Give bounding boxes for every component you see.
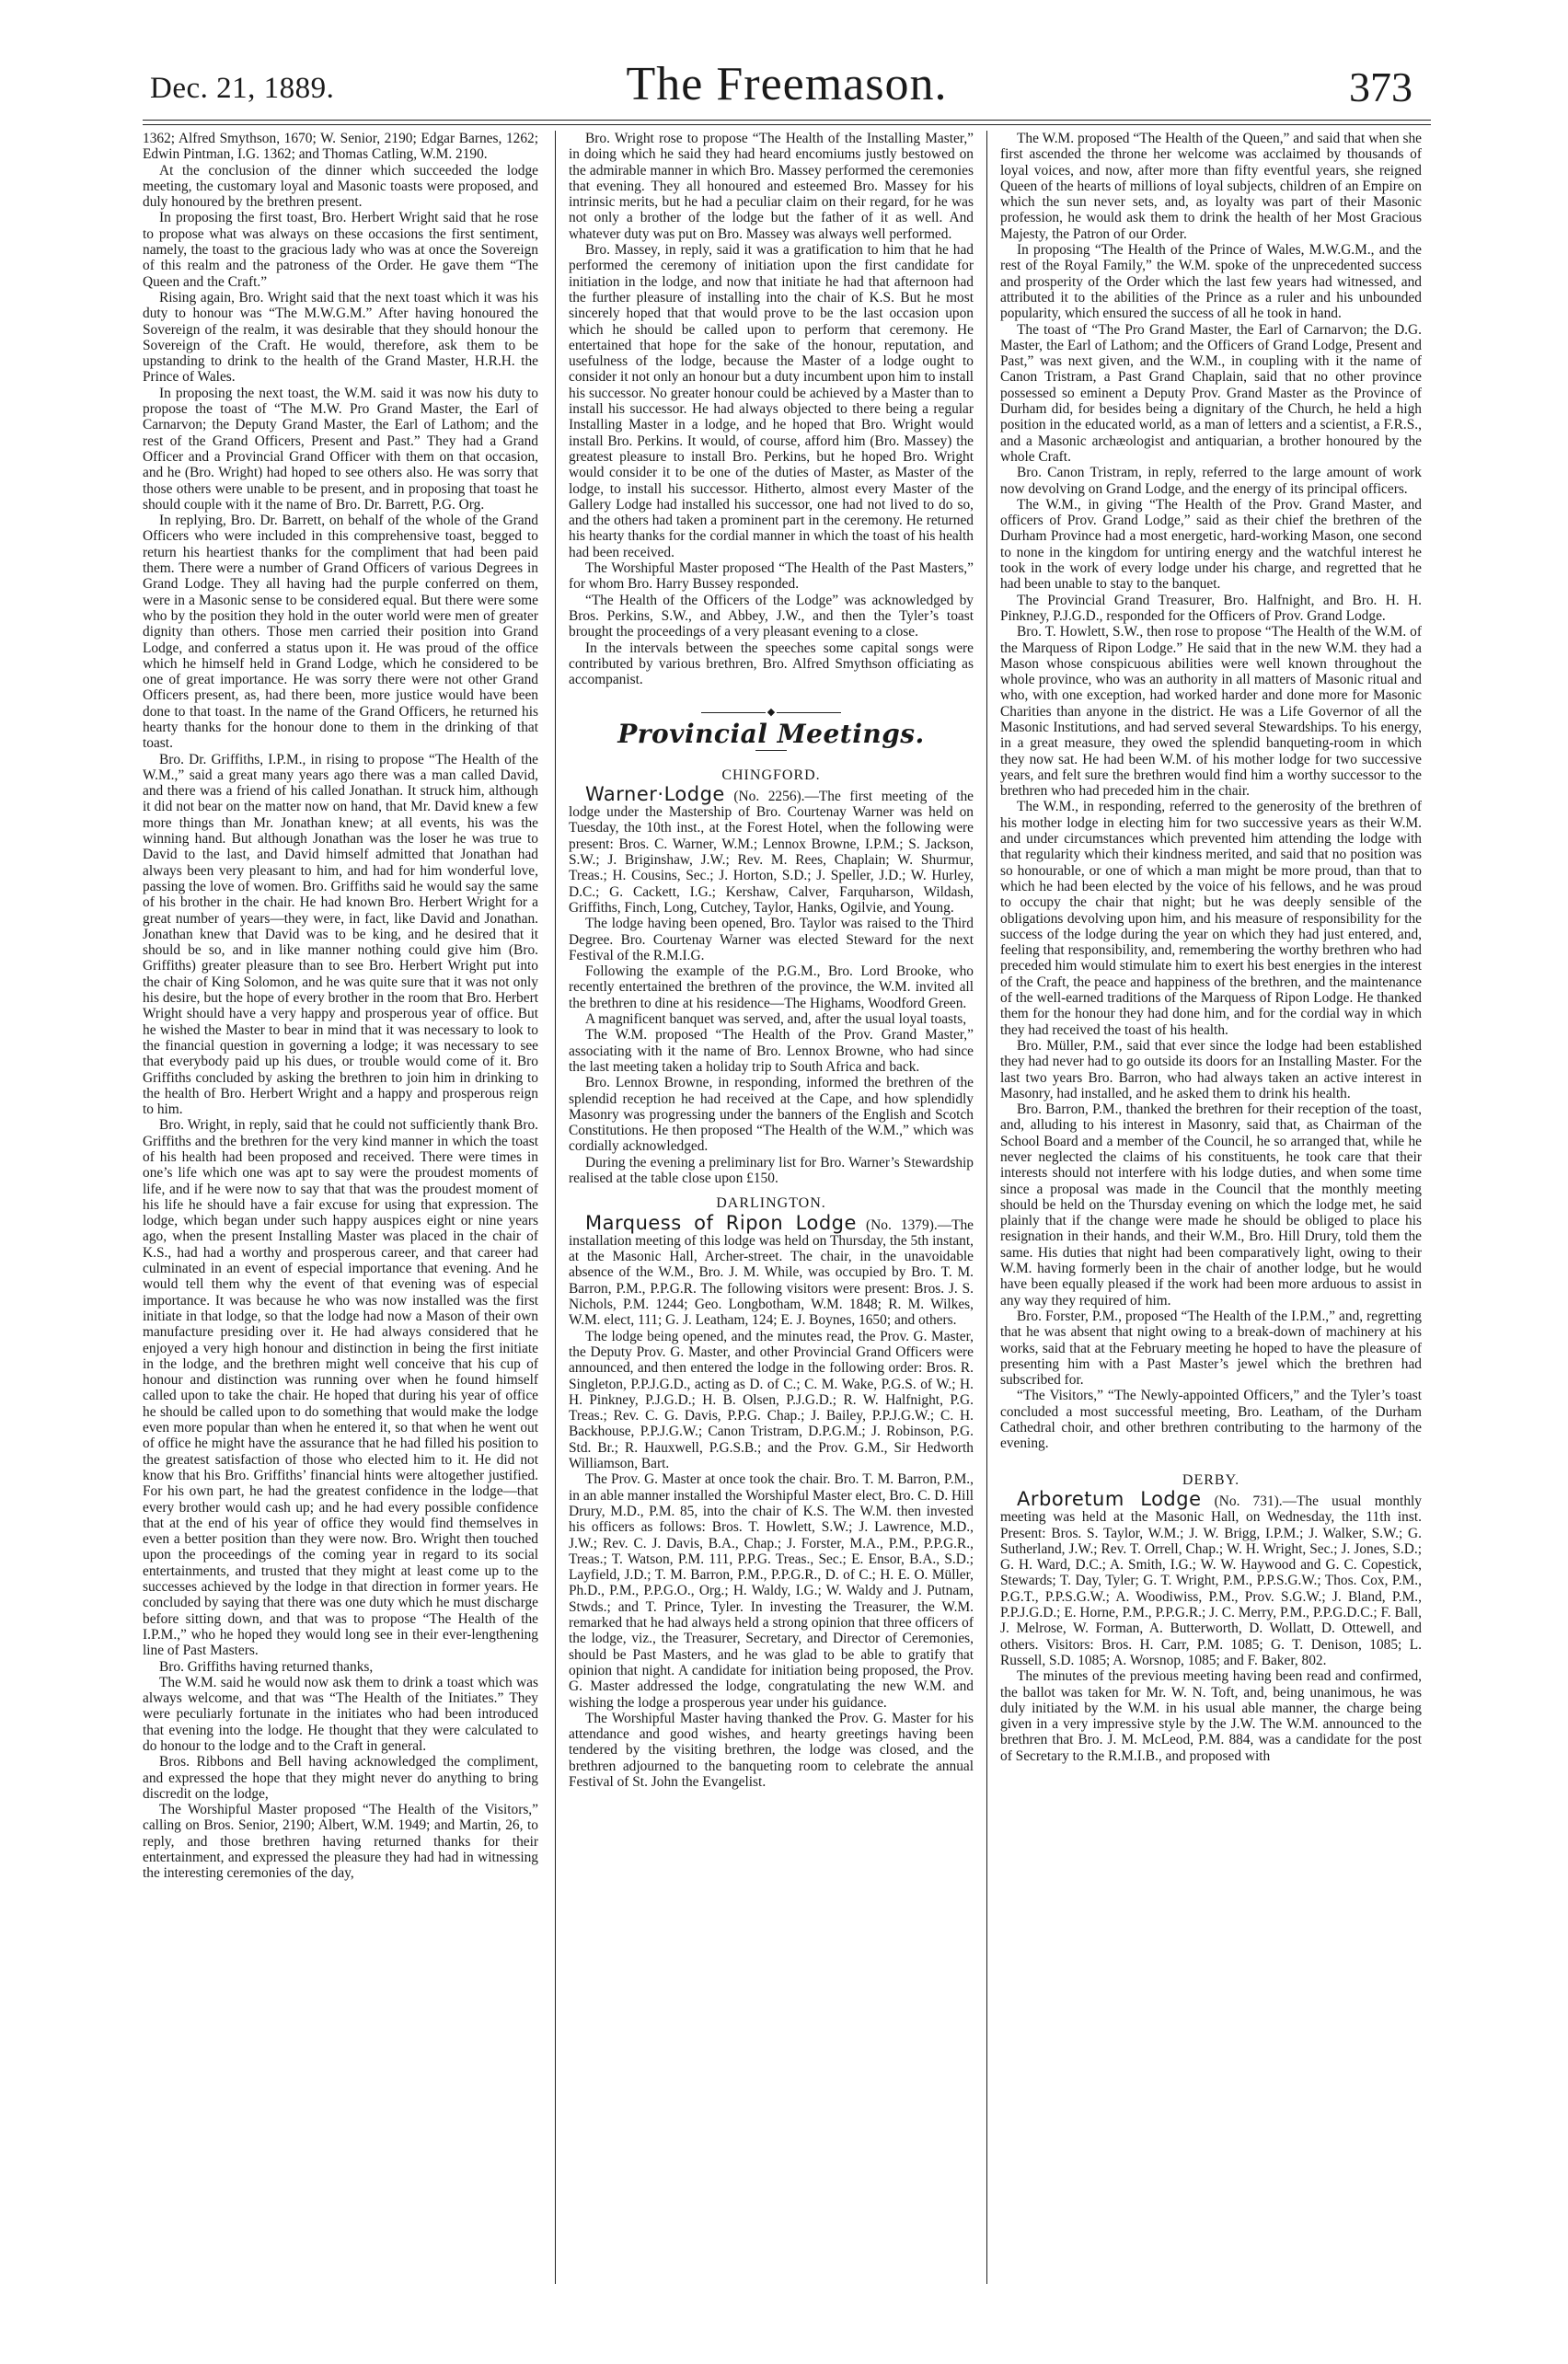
- paragraph: The Worshipful Master proposed “The Health of the Past Masters,” for whom Bro. Harry Bussey responded.: [569, 560, 974, 593]
- issue-date: Dec. 21, 1889.: [150, 72, 335, 105]
- paragraph: Bro. Canon Tristram, in reply, referred to the large amount of work now devolving on Grand Lodge, and the energy of its principal officers.: [1000, 465, 1422, 497]
- lodge-lead-text: (No. 2256).—The first meeting of the lodge under the Mastership of Bro. Courtenay Warner was held on Tuesday, the 10th inst., at the Forest Hotel, when the following were present: Bros. C. Warner, W.M.; Lennox Browne, I.P.M.; S. Jackson, S.W.; J. Briginshaw, J.W.; Rev. M. Rees, Chaplain; W. Shurmur, Treas.; H. Cousins, Sec.; J. Horton, S.D.; J. Speller, J.D.; W. Hurley, D.C.; G. Cackett, I.G.; Kershaw, Calver, Farquharson, Wildash, Griffiths, Finch, Long, Cutchey, Taylor, Hanks, Ogilvie, and Young.: [569, 788, 974, 916]
- paragraph: The W.M. said he would now ask them to drink a toast which was always welcome, and that was “The Health of the Initiates.” They were peculiarly fortunate in the initiates who had been introduced that evening into the lodge. He thought that they were calculated to do honour to the lodge and to the Craft in general.: [143, 1674, 538, 1754]
- divider-line: [701, 712, 766, 713]
- paragraph: Bro. T. Howlett, S.W., then rose to propose “The Health of the W.M. of the Marquess of Ripon Lodge.” He said that in the new W.M. they had a Mason whose conspicuous abilities were well known throughout the whole province, who was an authority in all matters of Masonic ritual and who, with one exception, had worked harder and done more for Masonic Charities than anyone in the district. He was a Life Governor of all the Masonic Institutions, and had served several Stewardships. To his energy, in a great measure, they owed the splendid banqueting-room in which they now sat. He had been W.M. of his mother lodge for two successive years, and felt sure the brethren would find him a worthy successor to the brethren who had preceded him in the chair.: [1000, 624, 1422, 800]
- paragraph: The Prov. G. Master at once took the chair. Bro. T. M. Barron, P.M., in an able manner installed the Worshipful Master elect, Bro. C. D. Hill Drury, M.D., P.M. 85, into the chair of K.S. The W.M. then invested his officers as follows: Bros. T. Howlett, S.W.; J. Lawrence, M.D., J.W.; Rev. C. J. Davis, B.A., Chap.; J. Forster, M.A., P.M., P.P.G.R., Treas.; T. Watson, P.M. 111, P.P.G. Treas., Sec.; E. Ensor, B.A., S.D.; Layfield, J.D.; T. M. Barron, P.M., P.P.G.R., D. of C.; H. E. O. Müller, Ph.D., P.M., P.P.G.O., Org.; H. Waldy, I.G.; W. Waldy and J. Putnam, Stwds.; and T. Prince, Tyler. In investing the Treasurer, the W.M. remarked that he had always held a strong opinion that three officers of the lodge, viz., the Treasurer, Secretary, and Director of Ceremonies, should be Past Masters, and he was glad to be able to gratify that opinion that night. A candidate for initiation being proposed, the Prov. G. Master addressed the lodge, congratulating the new W.M. and wishing the lodge a prosperous year under his guidance.: [569, 1471, 974, 1711]
- paragraph: Bro. Wright, in reply, said that he could not sufficiently thank Bro. Griffiths and the brethren for the very kind manner in which the toast of his health had been proposed and received. There were times in one’s life which one was apt to say were the proudest moments of life, and if he were now to say that that was the proudest moment of his life he should have a fair excuse for using that expression. The lodge, which began under such happy auspices eight or nine years ago, when the present Installing Master was placed in the chair of K.S., had had a worthy and prosperous career, and that career had culminated in an event of especial importance that evening. And he would tell them why the event of that evening was of especial importance. It was because he who was now installed was the first initiate in that lodge, so that the lodge had now a Mason of their own manufacture presiding over it. He had always considered that he enjoyed a very high honour and distinction in being the first initiate in the lodge, and the brethren might well conceive that his cup of honour and distinction was running over when he found himself called upon to take the chair. He hoped that during his year of office he should be called upon to do something that would make the lodge even more popular than when he entered it, so that when he went out of office he might have the assurance that he had filled his position to the greatest satisfaction of those who elected him to it. He did not know that his Bro. Griffiths’ financial hints were altogether justified. For his own part, he had the greatest confidence in the lodge—that every brother would cash up; and he had every possible confidence that at the end of his year of office they would find themselves in even a better position than they were now. Bro. Wright then touched upon the proceedings of the coming year in regard to its social entertainments, and trusted that they might at least come up to the successes achieved by the lodge in that direction in former years. He concluded by saying that there was one duty which he must discharge before sitting down, and that was to propose “The Health of the I.P.M.,” who he hoped they would long see in their ever-lengthening line of Past Masters.: [143, 1117, 538, 1659]
- paragraph: At the conclusion of the dinner which succeeded the lodge meeting, the customary loyal and Masonic toasts were proposed, and duly honoured by the brethren present.: [143, 162, 538, 211]
- column-1: [143, 131, 555, 2284]
- article-columns: [143, 131, 1431, 2284]
- paragraph: “The Visitors,” “The Newly-appointed Officers,” and the Tyler’s toast concluded a most successful meeting, Bro. Leatham, of the Durham Cathedral choir, and other brethren contributing to the harmony of the evening.: [1000, 1388, 1422, 1452]
- paragraph: Bro. Wright rose to propose “The Health of the Installing Master,” in doing which he said they had heard encomiums justly bestowed on the admirable manner in which Bro. Massey performed the ceremonies that evening. They all honoured and esteemed Bro. Massey for his intrinsic merits, but he had a peculiar claim on their regard, for he was not only a brother of the lodge but the father of it as well. And whatever duty was put on Bro. Massey was always well performed.: [569, 131, 974, 242]
- paragraph: In proposing the first toast, Bro. Herbert Wright said that he rose to propose what was always on these occasions the first sentiment, namely, the toast to the gracious lady who was at once the Sovereign of this realm and the patroness of the Order. He gave them “The Queen and the Craft.”: [143, 210, 538, 290]
- paragraph: The lodge being opened, and the minutes read, the Prov. G. Master, the Deputy Prov. G. Master, and other Provincial Grand Officers were announced, and then entered the lodge in the following order: Bros. R. Singleton, P.P.J.G.D., acting as D. of C.; C. M. Wake, P.G.S. of W.; H. H. Pinkney, P.J.G.D.; H. B. Olsen, P.J.G.D.; R. W. Halfnight, P.G. Treas.; Rev. C. G. Davis, P.P.G. Chap.; J. Bailey, P.P.J.G.W.; C. H. Backhouse, P.P.J.G.W.; Canon Tristram, D.P.G.M.; J. Robinson, P.G. Std. Br.; R. Hauxwell, P.G.S.B.; and the Prov. G.M., Sir Hedworth Williamson, Bart.: [569, 1328, 974, 1472]
- paragraph: During the evening a preliminary list for Bro. Warner’s Stewardship realised at the table close upon £150.: [569, 1154, 974, 1186]
- paragraph: In replying, Bro. Dr. Barrett, on behalf of the whole of the Grand Officers who were included in this comprehensive toast, begged to return his heartiest thanks for the compliment that had been paid them. There were a number of Grand Officers of various Degrees in Grand Lodge. They all having had the purple conferred on them, were in a Masonic sense to be considered equal. But there were some who by the position they hold in the outer world were men of greater dignity than others. Those men carried their position into Grand Lodge, and conferred a status upon it. He was proud of the office which he himself held in Grand Lodge, which he considered to be one of great importance. He was sorry there were not other Grand Officers present, as, had there been, more justice would have been done to that toast. In the name of the Grand Officers, he returned his hearty thanks for the honour done to them in the drinking of that toast.: [143, 513, 538, 752]
- paragraph: In proposing the next toast, the W.M. said it was now his duty to propose the toast of “The M.W. Pro Grand Master, the Earl of Carnarvon; the Deputy Grand Master, the Earl of Lathom; and the rest of the Grand Officers, Present and Past.” They had a Grand Officer and a Provincial Grand Officer with them on that occasion, and he (Bro. Wright) had hoped to see others also. He was sorry that those others were unable to be present, and in proposing that toast he should couple with it the name of Bro. Dr. Barrett, P.G. Org.: [143, 385, 538, 513]
- paragraph: The minutes of the previous meeting having been read and confirmed, the ballot was taken for Mr. W. N. Toft, and, being unanimous, he was duly initiated by the W.M. in his usual able manner, the charge being given in a very impressive style by the J.W. The W.M. announced to the brethren that Bro. J. M. McLeod, P.M. 884, was a candidate for the post of Secretary to the R.M.I.B., and proposed with: [1000, 1668, 1422, 1764]
- paragraph: “The Health of the Officers of the Lodge” was acknowledged by Bros. Perkins, S.W., and Abbey, J.W., and then the Tyler’s toast brought the proceedings of a very pleasant evening to a close.: [569, 592, 974, 640]
- lodge-name: Warner·Lodge: [585, 782, 725, 805]
- lodge-report-lead: [569, 1211, 974, 1329]
- newspaper-page: [143, 55, 1431, 1882]
- paragraph: Bro. Müller, P.M., said that ever since the lodge had been established they had never had to go outside its doors for an Installing Master. For the last two years Bro. Barron, who had always taken an active interest in Masonry, had installed, and he asked them to drink his health.: [1000, 1037, 1422, 1101]
- divider-line: [777, 712, 841, 713]
- paragraph: Bro. Dr. Griffiths, I.P.M., in rising to propose “The Health of the W.M.,” said a great many years ago there was a man called David, and there was a friend of his called Jonathan. It struck him, although it did not bear on the matter now on hand, that Mr. David knew a few more things than Mr. Jonathan knew; at all events, his was the winning hand. But although Jonathan was the loser he was true to David to the last, and David himself admitted that Jonathan had always been very pleasant to him, and had for him wonderful love, passing the love of women. Bro. Griffiths said he would say the same of his brother in the chair. He had known Bro. Herbert Wright for a great number of years—they were, in fact, like David and Jonathan. Jonathan knew that David was to be king, and he desired that it should be so, and in like manner nothing could give him (Bro. Griffiths) greater pleasure than to see Bro. Herbert Wright put into the chair of King Solomon, and he was quite sure that it was not only his desire, but the hope of every brother in the room that Bro. Herbert Wright should have a very happy and prosperous year of office. But he wished the Master to bear in mind that it was necessary to look to the financial question in governing a lodge; it was necessary to see that everybody paid up his dues, or trouble would come of it. Bro Griffiths concluded by asking the brethren to join him in drinking to the health of Bro. Herbert Wright and a happy and prosperous reign to him.: [143, 751, 538, 1118]
- paragraph: Bro. Lennox Browne, in responding, informed the brethren of the splendid reception he had received at the Cape, and how splendidly Masonry was progressing under the banners of the English and Scotch Constitutions. He then proposed “The Health of the W.M.,” which was cordially acknowledged.: [569, 1075, 974, 1155]
- paragraph: Rising again, Bro. Wright said that the next toast which it was his duty to honour was “The M.W.G.M.” After having honoured the Sovereign of the realm, it was desirable that they should honour the Sovereign of the Craft. He would, therefore, ask them to be upstanding to drink to the health of the Grand Master, H.R.H. the Prince of Wales.: [143, 289, 538, 386]
- masthead-double-rule: [143, 120, 1431, 125]
- lodge-name: Marquess of Ripon Lodge: [585, 1211, 857, 1234]
- place-heading-derby: DERBY.: [1182, 1471, 1240, 1488]
- paragraph: Following the example of the P.G.M., Bro. Lord Brooke, who recently entertained the brethren of the province, the W.M. invited all the brethren to dine at his residence—The Highams, Woodford Green.: [569, 963, 974, 1011]
- paragraph: The W.M. proposed “The Health of the Queen,” and said that when she first ascended the throne her welcome was acclaimed by thousands of loyal voices, and now, after more than fifty eventful years, she reigned Queen of the hearts of millions of loyal subjects, children of an Empire on which the sun never sets, and, as loyalty was part of their Masonic profession, he would ask them to drink the health of her Most Gracious Majesty, the Patron of our Order.: [1000, 131, 1422, 242]
- column-3: [987, 131, 1422, 2284]
- paragraph: Bro. Barron, P.M., thanked the brethren for their reception of the toast, and, alluding to his interest in Masonry, said that, as Chairman of the School Board and a member of the Council, he so arranged that, while he never neglected the claims of his constituents, he took care that their interests should not interfere with his lodge duties, and when some time since a proposal was made in the Council that the monthly meeting should be held on the Thursday evening on which the lodge met, he said plainly that if the change were made he should be obliged to place his resignation in their hands, and their W.M., Bro. Hill Drury, told them the same. His duties that night had been comparatively light, owing to their W.M. having formerly been in the chair of another lodge, but he would have been equally pleased if the work had been more arduous to assist in any way they required of him.: [1000, 1101, 1422, 1309]
- paragraph: A magnificent banquet was served, and, after the usual loyal toasts,: [585, 1011, 967, 1028]
- heading-rule: [755, 750, 787, 751]
- paragraph: Bro. Forster, P.M., proposed “The Health of the I.P.M.,” and, regretting that he was absent that night owing to a break-down of machinery at his works, said that at the February meeting he hoped to have the pleasure of presenting him with a Past Master’s jewel which the brethren had subscribed for.: [1000, 1308, 1422, 1389]
- paragraph: Bros. Ribbons and Bell having acknowledged the compliment, and expressed the hope that they might never do anything to bring discredit on the lodge,: [143, 1754, 538, 1802]
- lodge-name: Arboretum Lodge: [1017, 1487, 1202, 1510]
- publication-title: The Freemason.: [626, 58, 948, 110]
- paragraph: The toast of “The Pro Grand Master, the Earl of Carnarvon; the D.G. Master, the Earl of Lathom; and the Officers of Grand Lodge, Present and Past,” was next given, and the W.M., in coupling with it the name of Canon Tristram, a Past Grand Chaplain, said that no other province possessed so eminent a Deputy Prov. Grand Master as the Province of Durham did, for besides being a dignitary of the Church, he held a high position in the educated world, as a man of letters and a scientist, a F.R.S., and a Masonic archæologist and antiquarian, a brother honoured by the whole Craft.: [1000, 321, 1422, 465]
- paragraph: The W.M. proposed “The Health of the Prov. Grand Master,” associating with it the name of Bro. Lennox Browne, who had since the last meeting taken a holiday trip to South Africa and back.: [569, 1027, 974, 1075]
- paragraph: The Worshipful Master having thanked the Prov. G. Master for his attendance and good wishes, and hearty greetings having been tendered by the visiting brethren, the lodge was closed, and the brethren adjourned to the banqueting room to celebrate the annual Festival of St. John the Evangelist.: [569, 1710, 974, 1790]
- lodge-lead-text: (No. 1379).—The installation meeting of this lodge was held on Thursday, the 5th instant, at the Masonic Hall, Archer-street. The chair, in the unavoidable absence of the W.M., Bro. J. M. While, was occupied by Bro. T. M. Barron, P.M., P.P.G.R. The following visitors were present: Bros. J. S. Nichols, P.M. 1244; Geo. Longbotham, W.M. 1848; R. M. Wilkes, W.M. elect, 111; G. J. Leatham, 124; E. J. Boynes, 1650; and others.: [569, 1217, 974, 1329]
- lodge-lead-text: (No. 731).—The usual monthly meeting was held at the Masonic Hall, on Wednesday, the 11th inst. Present: Bros. S. Taylor, W.M.; J. W. Brigg, I.P.M.; J. Walker, S.W.; G. Sutherland, J.W.; Rev. T. Orrell, Chap.; W. H. Wright, Sec.; J. Jones, S.D.; G. H. Ward, D.C.; A. Smith, I.G.; W. W. Haywood and G. C. Copestick, Stewards; T. Day, Tyler; G. T. Wright, P.M., P.P.S.G.W.; Thos. Cox, P.M., P.G.T., P.P.S.G.W.; A. Woodiwiss, P.M., Prov. S.G.W.; J. Bland, P.M., P.P.J.G.D.; E. Horne, P.M., P.P.G.R.; J. C. Merry, P.M., P.P.G.D.C.; F. Ball, J. Melrose, W. Forman, A. Butterworth, D. Wollatt, D. Ottewell, and others. Visitors: Bros. H. Carr, P.M. 1085; G. T. Denison, 1085; L. Russell, S.D. 1085; A. Worsnop, 1085; and F. Baker, 802.: [1000, 1493, 1422, 1668]
- place-heading-chingford: CHINGFORD.: [721, 767, 821, 783]
- paragraph: The W.M., in giving “The Health of the Prov. Grand Master, and officers of Prov. Grand Lodge,” said as their chief the brethren of the Durham Province had a most energetic, hard-working Mason, one second to none in the kingdom for untiring energy and the watchful interest he took in the work of every lodge under his charge, and regretted that he had been unable to stay to the banquet.: [1000, 496, 1422, 593]
- lodge-report-lead: [569, 782, 974, 916]
- page-number: 373: [1349, 63, 1412, 110]
- paragraph: 1362; Alfred Smythson, 1670; W. Senior, 2190; Edgar Barnes, 1262; Edwin Pintman, I.G. 1362; and Thomas Catling, W.M. 2190.: [143, 131, 538, 163]
- paragraph: Bro. Griffiths having returned thanks,: [159, 1658, 374, 1675]
- place-heading-darlington: DARLINGTON.: [716, 1195, 826, 1212]
- column-2: [555, 131, 987, 2284]
- section-heading: Provincial Meetings.: [617, 719, 925, 750]
- paragraph: The Worshipful Master proposed “The Health of the Visitors,” calling on Bros. Senior, 2190; Albert, W.M. 1949; and Martin, 26, to reply, and those brethren having returned thanks for their entertainment, and expressed the pleasure they had had in witnessing the interesting ceremonies of the day,: [143, 1802, 538, 1882]
- masthead: [143, 55, 1431, 116]
- paragraph: The W.M., in responding, referred to the generosity of the brethren of his mother lodge in electing him for two successive years as their W.M. and under circumstances which prevented him attending the lodge with that regularity which their kindness merited, and said that no position was so honourable, or one of which a man might be more proud, than that to which he had been elected by the voice of his fellows, and he was proud to occupy the chair that night; but he was deeply sensible of the obligations devolving upon him, and his measure of responsibility for the success of the lodge during the year on which they had just entered, and, feeling that responsibility, and, remembering the worthy brethren who had preceded him would stimulate him to exert his best energies in the interest of the Craft, the peace and happiness of the brethren, and the maintenance of the well-earned traditions of the Marquess of Ripon Lodge. He thanked them for the honour they had done him, and for the cordial way in which they had received the toast of his health.: [1000, 799, 1422, 1038]
- paragraph: In the intervals between the speeches some capital songs were contributed by various brethren, Bro. Alfred Smythson officiating as accompanist.: [569, 640, 974, 688]
- paragraph: Bro. Massey, in reply, said it was a gratification to him that he had performed the ceremony of initiation upon the first candidate for initiation in the lodge, and now that initiate he had that afternoon had the further pleasure of installing into the chair of K.S. But he most sincerely hoped that that would prove to be the last occasion upon which he should be called upon to perform that ceremony. He entertained that hope for the sake of the honour, reputation, and usefulness of the lodge, because the Master of a lodge ought to consider it not only an honour but a duty incumbent upon him to install his successor. No greater honour could be achieved by a Master than to install his successor. He had always objected to there being a regular Installing Master in a lodge, and he hoped that Bro. Wright would install Bro. Perkins. It would, of course, afford him (Bro. Massey) the greatest pleasure to install Bro. Perkins, but he hoped Bro. Wright would consider it to be one of the duties of Master, as Master of the lodge, to install his successor. Hitherto, almost every Master of the Gallery Lodge had installed his successor, one had not lived to do so, and the others had taken a prominent part in the ceremony. He returned his hearty thanks for the cordial manner in which the toast of his health had been received.: [569, 242, 974, 560]
- paragraph: In proposing “The Health of the Prince of Wales, M.W.G.M., and the rest of the Royal Family,” the W.M. spoke of the unprecedented success and prosperity of the Order which the last few years had witnessed, and attributed it to the abilities of the Prince as a ruler and his unbounded popularity, which ensured the success of all he took in hand.: [1000, 242, 1422, 322]
- diamond-icon: ◆: [767, 706, 776, 718]
- lodge-report-lead: [1000, 1487, 1422, 1668]
- paragraph: The lodge having been opened, Bro. Taylor was raised to the Third Degree. Bro. Courtenay Warner was elected Steward for the next Festival of the R.M.I.G.: [569, 916, 974, 963]
- paragraph: The Provincial Grand Treasurer, Bro. Halfnight, and Bro. H. H. Pinkney, P.J.G.D., responded for the Officers of Prov. Grand Lodge.: [1000, 592, 1422, 624]
